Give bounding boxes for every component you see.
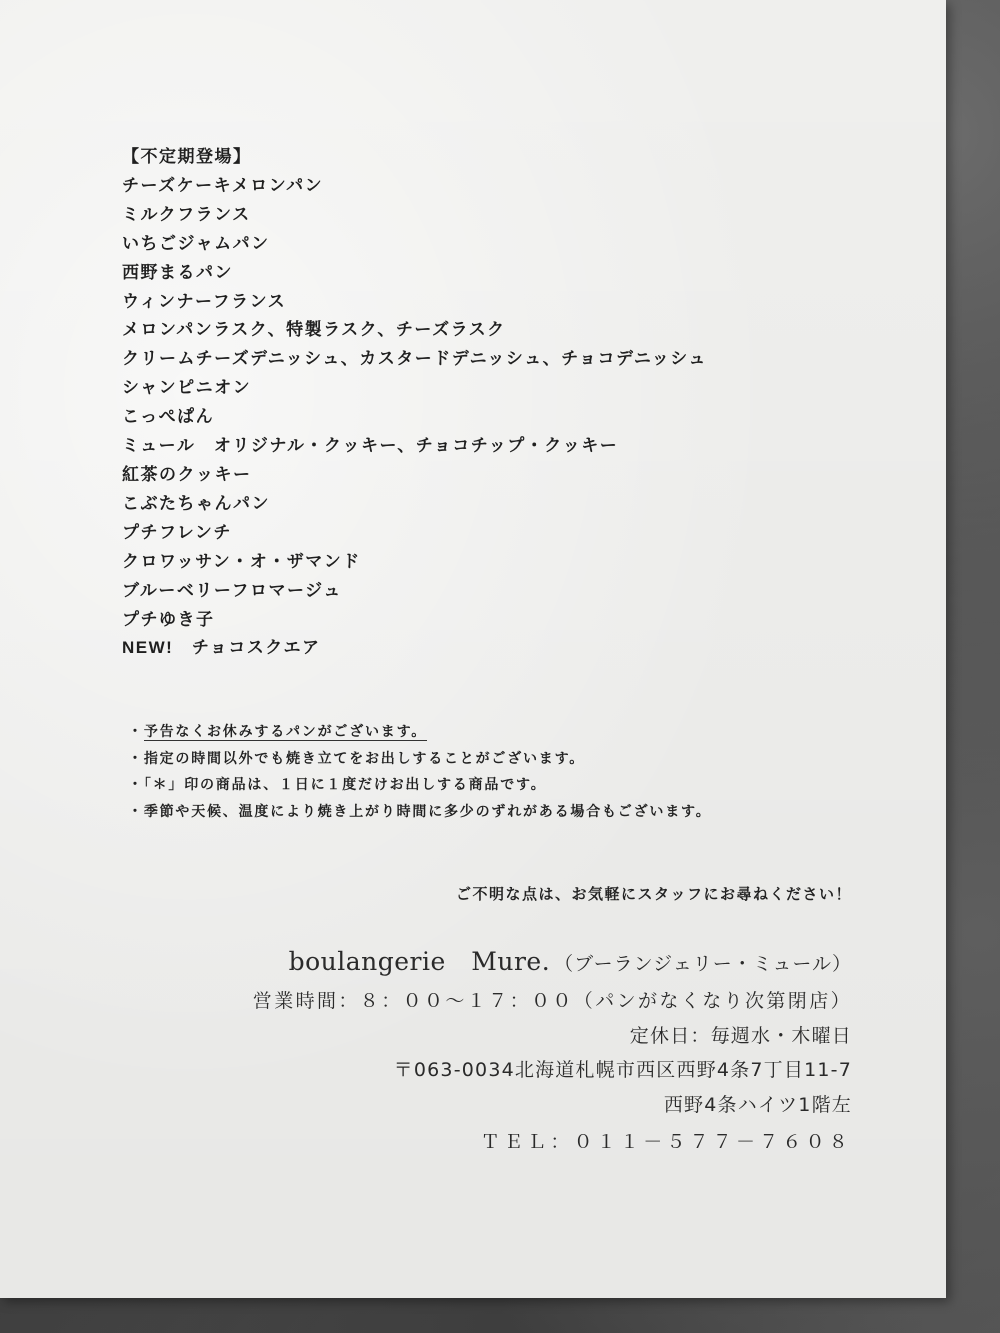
list-item: 西野まるパン (122, 262, 233, 283)
note-text: 指定の時間以外でも焼き立てをお出しすることがございます。 (143, 750, 586, 767)
list-item: クリームチーズデニッシュ、カスタードデニッシュ、チョコデニッシュ (122, 349, 707, 370)
list-item: プチフレンチ (122, 522, 232, 543)
list-item-new: NEW! チョコスクエア (122, 638, 321, 658)
shop-info (253, 942, 852, 1160)
list-item: ミルクフランス (122, 204, 251, 225)
irregular-items-section (122, 143, 707, 663)
note-item (128, 719, 712, 746)
notes-list (128, 719, 712, 825)
shop-name-kana: （ブーランジェリー・ミュール） (554, 953, 852, 975)
list-item: チーズケーキメロンパン (122, 175, 324, 196)
list-item: 紅茶のクッキー (122, 464, 252, 485)
bullet: ・ (128, 724, 144, 740)
telephone: ＴＥＬ：０１１－５７７－７６０８ (480, 1131, 852, 1153)
notes-section (128, 719, 712, 825)
address-line-1: 〒063-0034北海道札幌市西区西野4条7丁目11-7 (393, 1059, 852, 1081)
list-item: こっぺぱん (122, 407, 215, 428)
business-hours: 営業時間：８：００～１７：００（パンがなくなり次第閉店） (252, 990, 852, 1012)
bullet: ・ (128, 777, 144, 793)
note-text: 季節や天候、温度により焼き上がり時間に多少のずれがある場合もございます。 (143, 803, 712, 820)
list-item: ミュール オリジナル・クッキー、チョコチップ・クッキー (122, 436, 619, 457)
address-line-2: 西野4条ハイツ1階左 (663, 1093, 852, 1116)
list-item: いちごジャムパン (122, 233, 270, 254)
list-item: ブルーベリーフロマージュ (122, 580, 342, 601)
list-item: クロワッサン・オ・ザマンド (122, 551, 361, 572)
irregular-items-list (122, 172, 707, 663)
note-item (128, 772, 712, 799)
list-item: シャンピニオン (122, 378, 252, 399)
note-item (128, 799, 712, 826)
list-item: メロンパンラスク、特製ラスク、チーズラスク (122, 320, 506, 341)
section-heading: 【不定期登場】 (122, 147, 252, 167)
bullet: ・ (128, 750, 144, 767)
note-item (128, 746, 712, 773)
list-item: ウィンナーフランス (122, 291, 287, 312)
list-item: プチゆき子 (122, 609, 215, 630)
bullet: ・ (128, 803, 144, 820)
note-text: 「＊」印の商品は、１日に１度だけお出しする商品です。 (143, 777, 547, 793)
contact-message: ご不明な点は、お気軽にスタッフにお尋ねください！ (455, 885, 852, 903)
shop-name-en: boulangerie Mure. (288, 947, 551, 976)
note-text: 予告なくお休みするパンがございます。 (143, 724, 428, 740)
shop-name (253, 942, 852, 984)
list-item: こぶたちゃんパン (122, 493, 270, 514)
closed-days: 定休日：毎週水・木曜日 (629, 1024, 852, 1047)
